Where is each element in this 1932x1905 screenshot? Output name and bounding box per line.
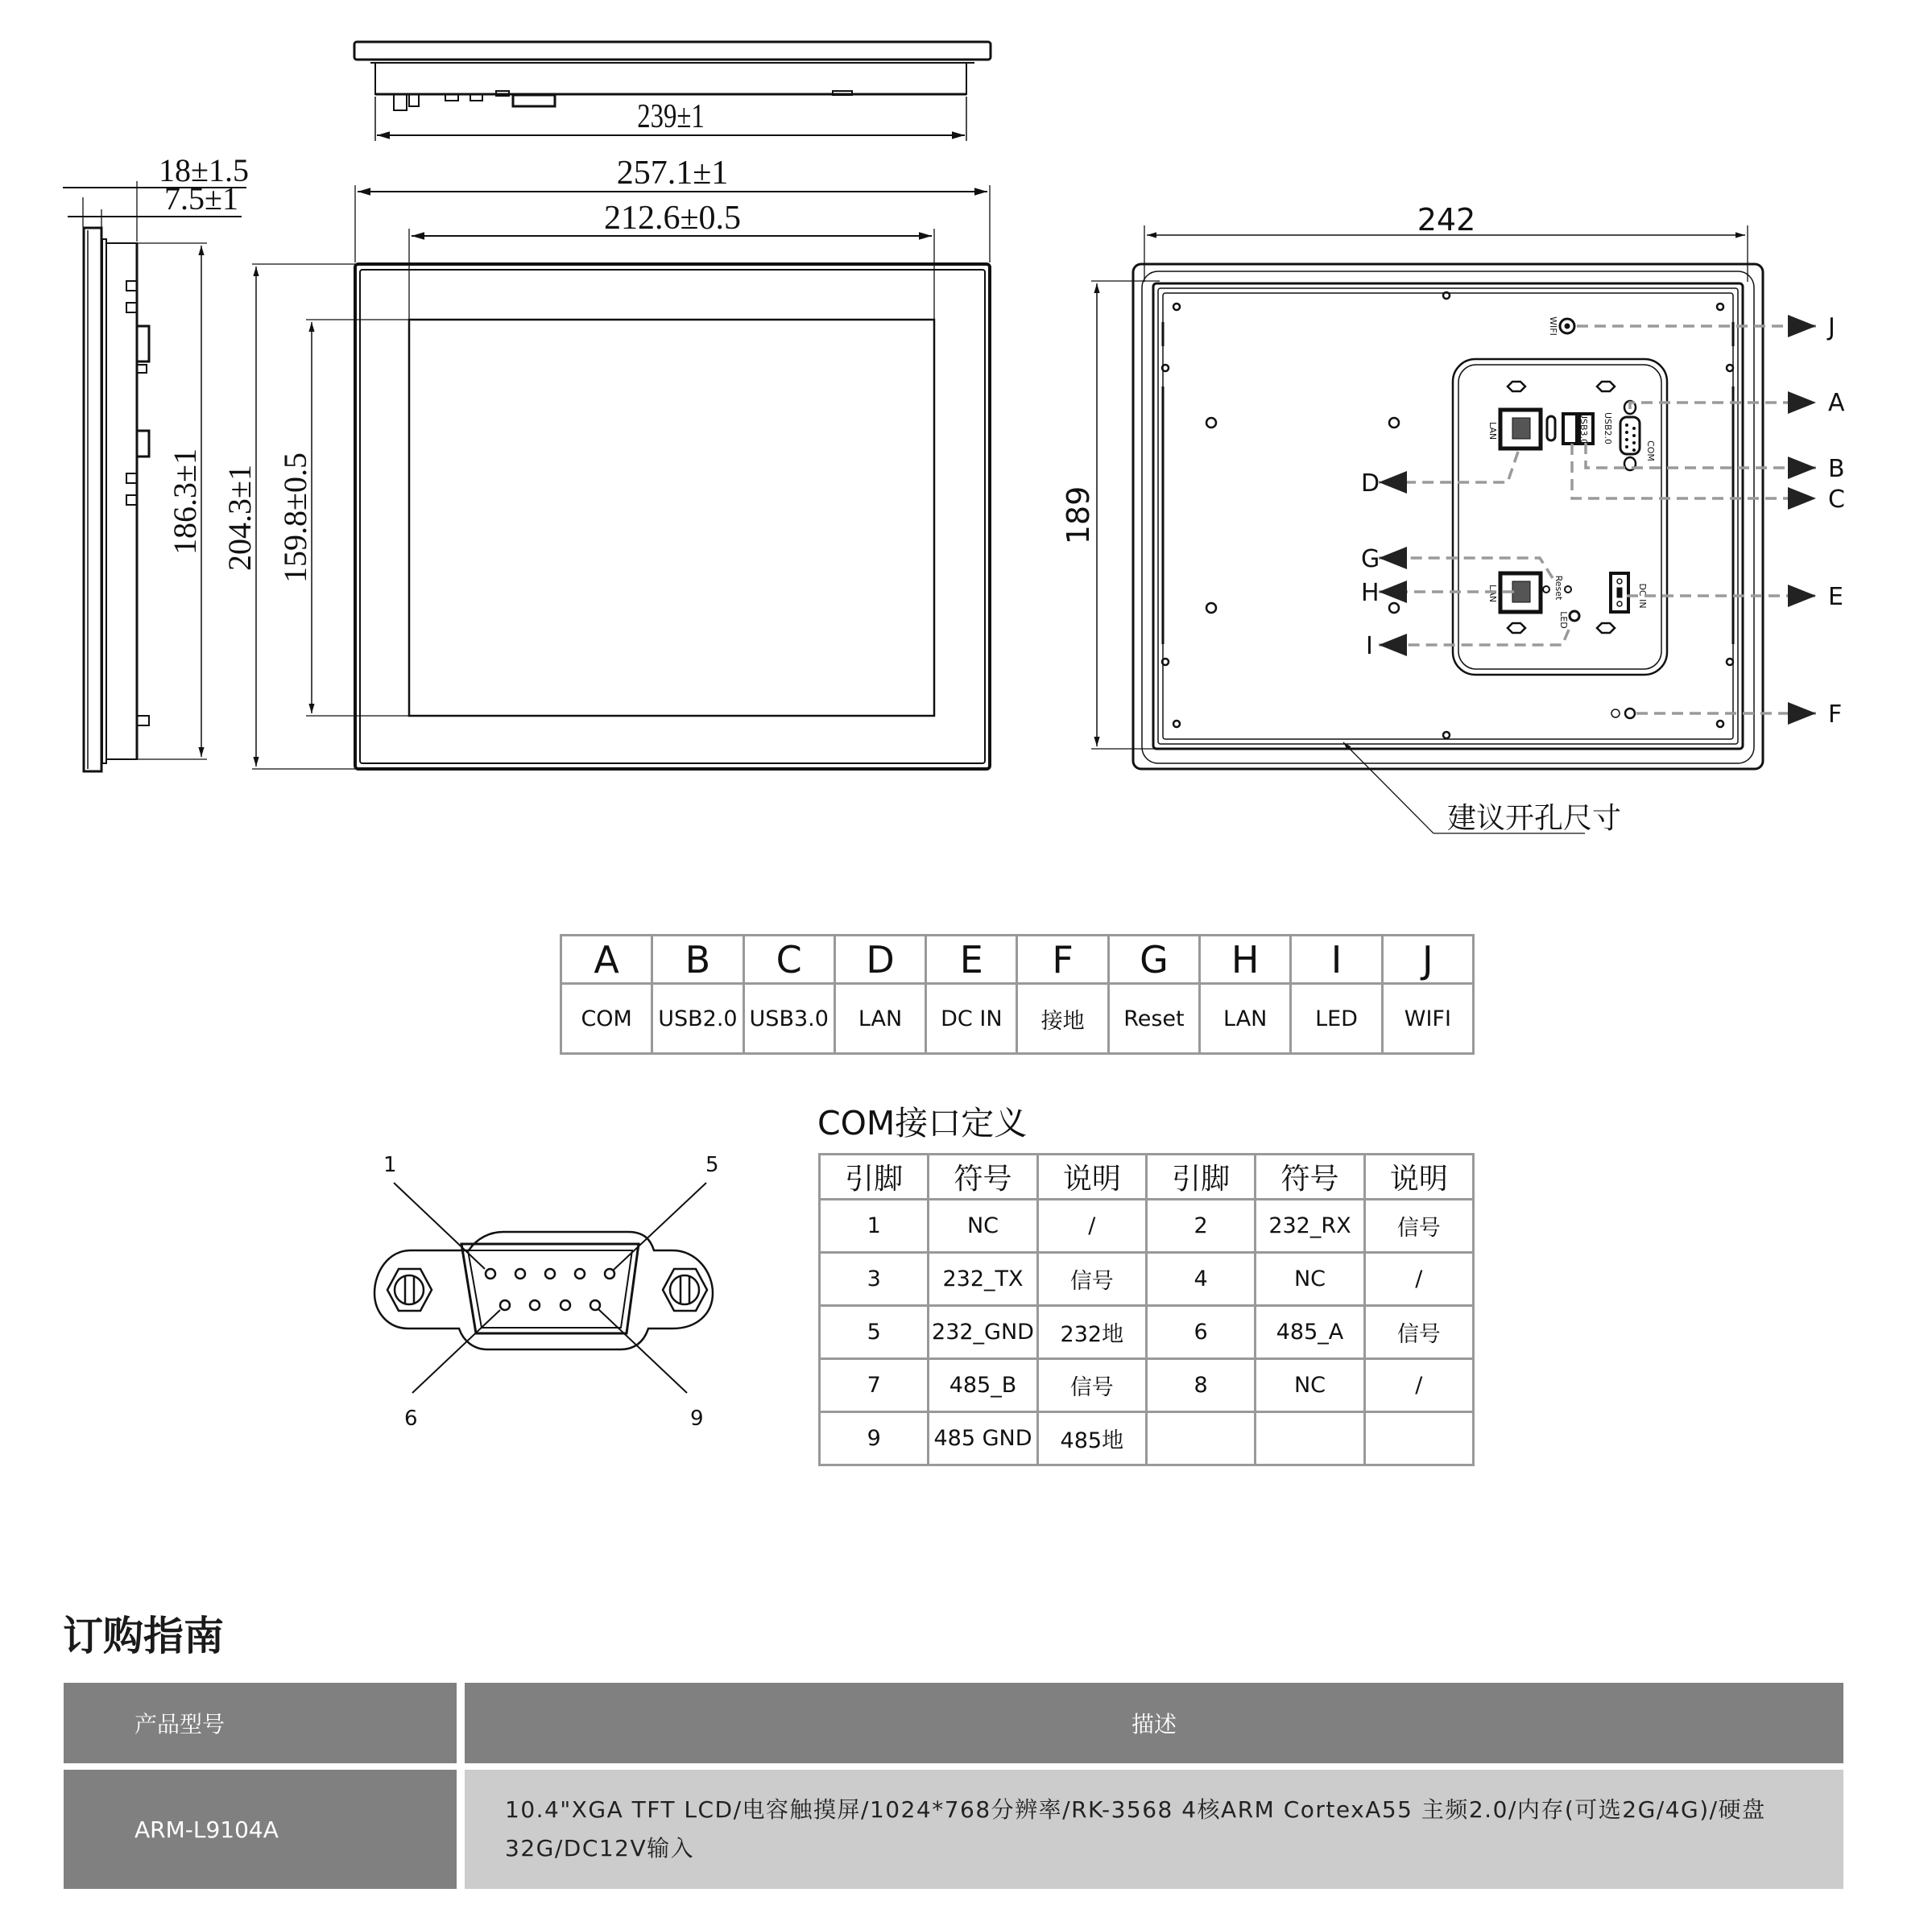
port-name-row [561, 984, 1474, 1054]
silk-usb3: USB3.0 [1578, 411, 1589, 445]
com-header: 说明 [1037, 1155, 1146, 1200]
callout-a: A [1828, 389, 1845, 417]
technical-drawing [0, 0, 1932, 870]
pin-cell: 4 [1146, 1253, 1255, 1306]
pin-cell: 8 [1146, 1359, 1255, 1412]
back-view [1091, 225, 1763, 833]
silk-dcin: DC IN [1637, 583, 1648, 609]
callout-c: C [1828, 486, 1845, 514]
port-letter: D [834, 936, 925, 984]
silk-wifi: WIFI [1548, 316, 1558, 336]
callout-f: F [1828, 700, 1843, 729]
port-letter-row [561, 936, 1474, 984]
top-width-dimension: 239±1 [637, 97, 705, 136]
model-header-label: 产品型号 [134, 1711, 225, 1738]
db9-pin-5-label: 5 [705, 1153, 719, 1177]
model-cell [64, 1770, 457, 1889]
pin-cell: 9 [820, 1412, 929, 1465]
pin-cell: 2 [1146, 1200, 1255, 1253]
pin-cell: 3 [820, 1253, 929, 1306]
description-cell: 信号 [1037, 1253, 1146, 1306]
port-letter: A [561, 936, 652, 984]
com-header: 引脚 [820, 1155, 929, 1200]
table-row [820, 1306, 1474, 1359]
port-letter: B [652, 936, 743, 984]
callout-letters [1361, 313, 1845, 729]
port-name: LED [1291, 984, 1382, 1054]
description-cell: / [1364, 1359, 1473, 1412]
port-name: WIFI [1382, 984, 1473, 1054]
com-header-row [820, 1155, 1474, 1200]
db9-pin-1-label: 1 [383, 1153, 397, 1177]
description-cell: 485地 [1037, 1412, 1146, 1465]
pin-cell: 6 [1146, 1306, 1255, 1359]
com-header: 符号 [1256, 1155, 1364, 1200]
description-cell: / [1364, 1253, 1473, 1306]
port-letter: J [1382, 936, 1473, 984]
model-column-header [64, 1683, 457, 1763]
silk-usb2: USB2.0 [1603, 411, 1613, 445]
symbol-cell: 232_RX [1256, 1200, 1364, 1253]
symbol-cell: NC [1256, 1359, 1364, 1412]
silk-lan1: LAN [1487, 421, 1498, 440]
port-letter: E [926, 936, 1017, 984]
pin-cell: 1 [820, 1200, 929, 1253]
silk-com: COM [1645, 440, 1656, 461]
model-value: ARM-L9104A [134, 1816, 279, 1843]
port-name: Reset [1108, 984, 1199, 1054]
table-row [820, 1359, 1474, 1412]
description-cell: 信号 [1364, 1200, 1473, 1253]
description-cell [465, 1770, 1843, 1889]
port-name: COM [561, 984, 652, 1054]
port-legend-table [560, 934, 1475, 1055]
symbol-cell: NC [1256, 1253, 1364, 1306]
port-letter: F [1017, 936, 1108, 984]
cutout-size-label: 建议开孔尺寸 [1447, 802, 1622, 835]
description-cell: / [1037, 1200, 1146, 1253]
symbol-cell [1256, 1412, 1364, 1465]
db9-pin-9-label: 9 [690, 1407, 704, 1431]
com-header: 说明 [1364, 1155, 1473, 1200]
description-cell: 信号 [1364, 1306, 1473, 1359]
symbol-cell: 485_A [1256, 1306, 1364, 1359]
symbol-cell: 485 GND [929, 1412, 1037, 1465]
description-cell: 信号 [1037, 1359, 1146, 1412]
cutout-width-dimension: 242 [1417, 202, 1476, 238]
port-name: LAN [834, 984, 925, 1054]
db9-pin-6-label: 6 [404, 1407, 418, 1431]
side-height-dimension: 186.3±1 [167, 448, 203, 555]
port-letter: C [743, 936, 834, 984]
table-row [820, 1253, 1474, 1306]
silk-led: LED [1558, 611, 1569, 629]
description-cell [1364, 1412, 1473, 1465]
port-name: 接地 [1017, 984, 1108, 1054]
callout-h: H [1361, 579, 1380, 607]
front-outer-width-dimension: 257.1±1 [616, 155, 729, 192]
front-view [252, 185, 990, 769]
port-letter: I [1291, 936, 1382, 984]
port-name: USB3.0 [743, 984, 834, 1054]
silk-lan2: LAN [1487, 584, 1498, 603]
ordering-guide-title: 订购指南 [63, 1613, 224, 1659]
com-header: 符号 [929, 1155, 1037, 1200]
description-value: 10.4"XGA TFT LCD/电容触摸屏/1024*768分辨率/RK-3568 4核ARM CortexA55 主频2.0/内存(可选2G/4G)/硬盘32G/DC12V输入 [505, 1796, 1766, 1862]
symbol-cell: NC [929, 1200, 1037, 1253]
callout-g: G [1361, 545, 1380, 573]
silk-reset: Reset [1553, 575, 1564, 601]
callout-e: E [1828, 583, 1843, 611]
com-header: 引脚 [1146, 1155, 1255, 1200]
side-view [63, 181, 246, 771]
callout-d: D [1361, 469, 1380, 498]
description-header-label: 描述 [1131, 1711, 1177, 1738]
side-front-depth-dimension: 7.5±1 [164, 180, 238, 217]
com-definition-title: COM接口定义 [817, 1104, 1028, 1143]
port-name: LAN [1200, 984, 1291, 1054]
front-screen-height-dimension: 159.8±0.5 [277, 452, 313, 583]
symbol-cell: 232_TX [929, 1253, 1037, 1306]
side-total-depth-dimension: 18±1.5 [159, 152, 249, 188]
front-outer-height-dimension: 204.3±1 [221, 465, 258, 571]
port-name: DC IN [926, 984, 1017, 1054]
cutout-height-dimension: 189 [1061, 486, 1096, 545]
symbol-cell: 232_GND [929, 1306, 1037, 1359]
callout-b: B [1828, 455, 1845, 483]
port-name: USB2.0 [652, 984, 743, 1054]
front-screen-width-dimension: 212.6±0.5 [603, 200, 742, 237]
port-letter: G [1108, 936, 1199, 984]
callout-j: J [1828, 313, 1835, 341]
com-pinout-table [818, 1153, 1475, 1466]
port-letter: H [1200, 936, 1291, 984]
table-row [820, 1200, 1474, 1253]
callout-leaders [1379, 326, 1816, 713]
table-row [820, 1412, 1474, 1465]
description-column-header [465, 1683, 1843, 1763]
description-cell: 232地 [1037, 1306, 1146, 1359]
pin-cell: 7 [820, 1359, 929, 1412]
pin-cell [1146, 1412, 1255, 1465]
callout-i: I [1366, 632, 1373, 660]
symbol-cell: 485_B [929, 1359, 1037, 1412]
pin-cell: 5 [820, 1306, 929, 1359]
